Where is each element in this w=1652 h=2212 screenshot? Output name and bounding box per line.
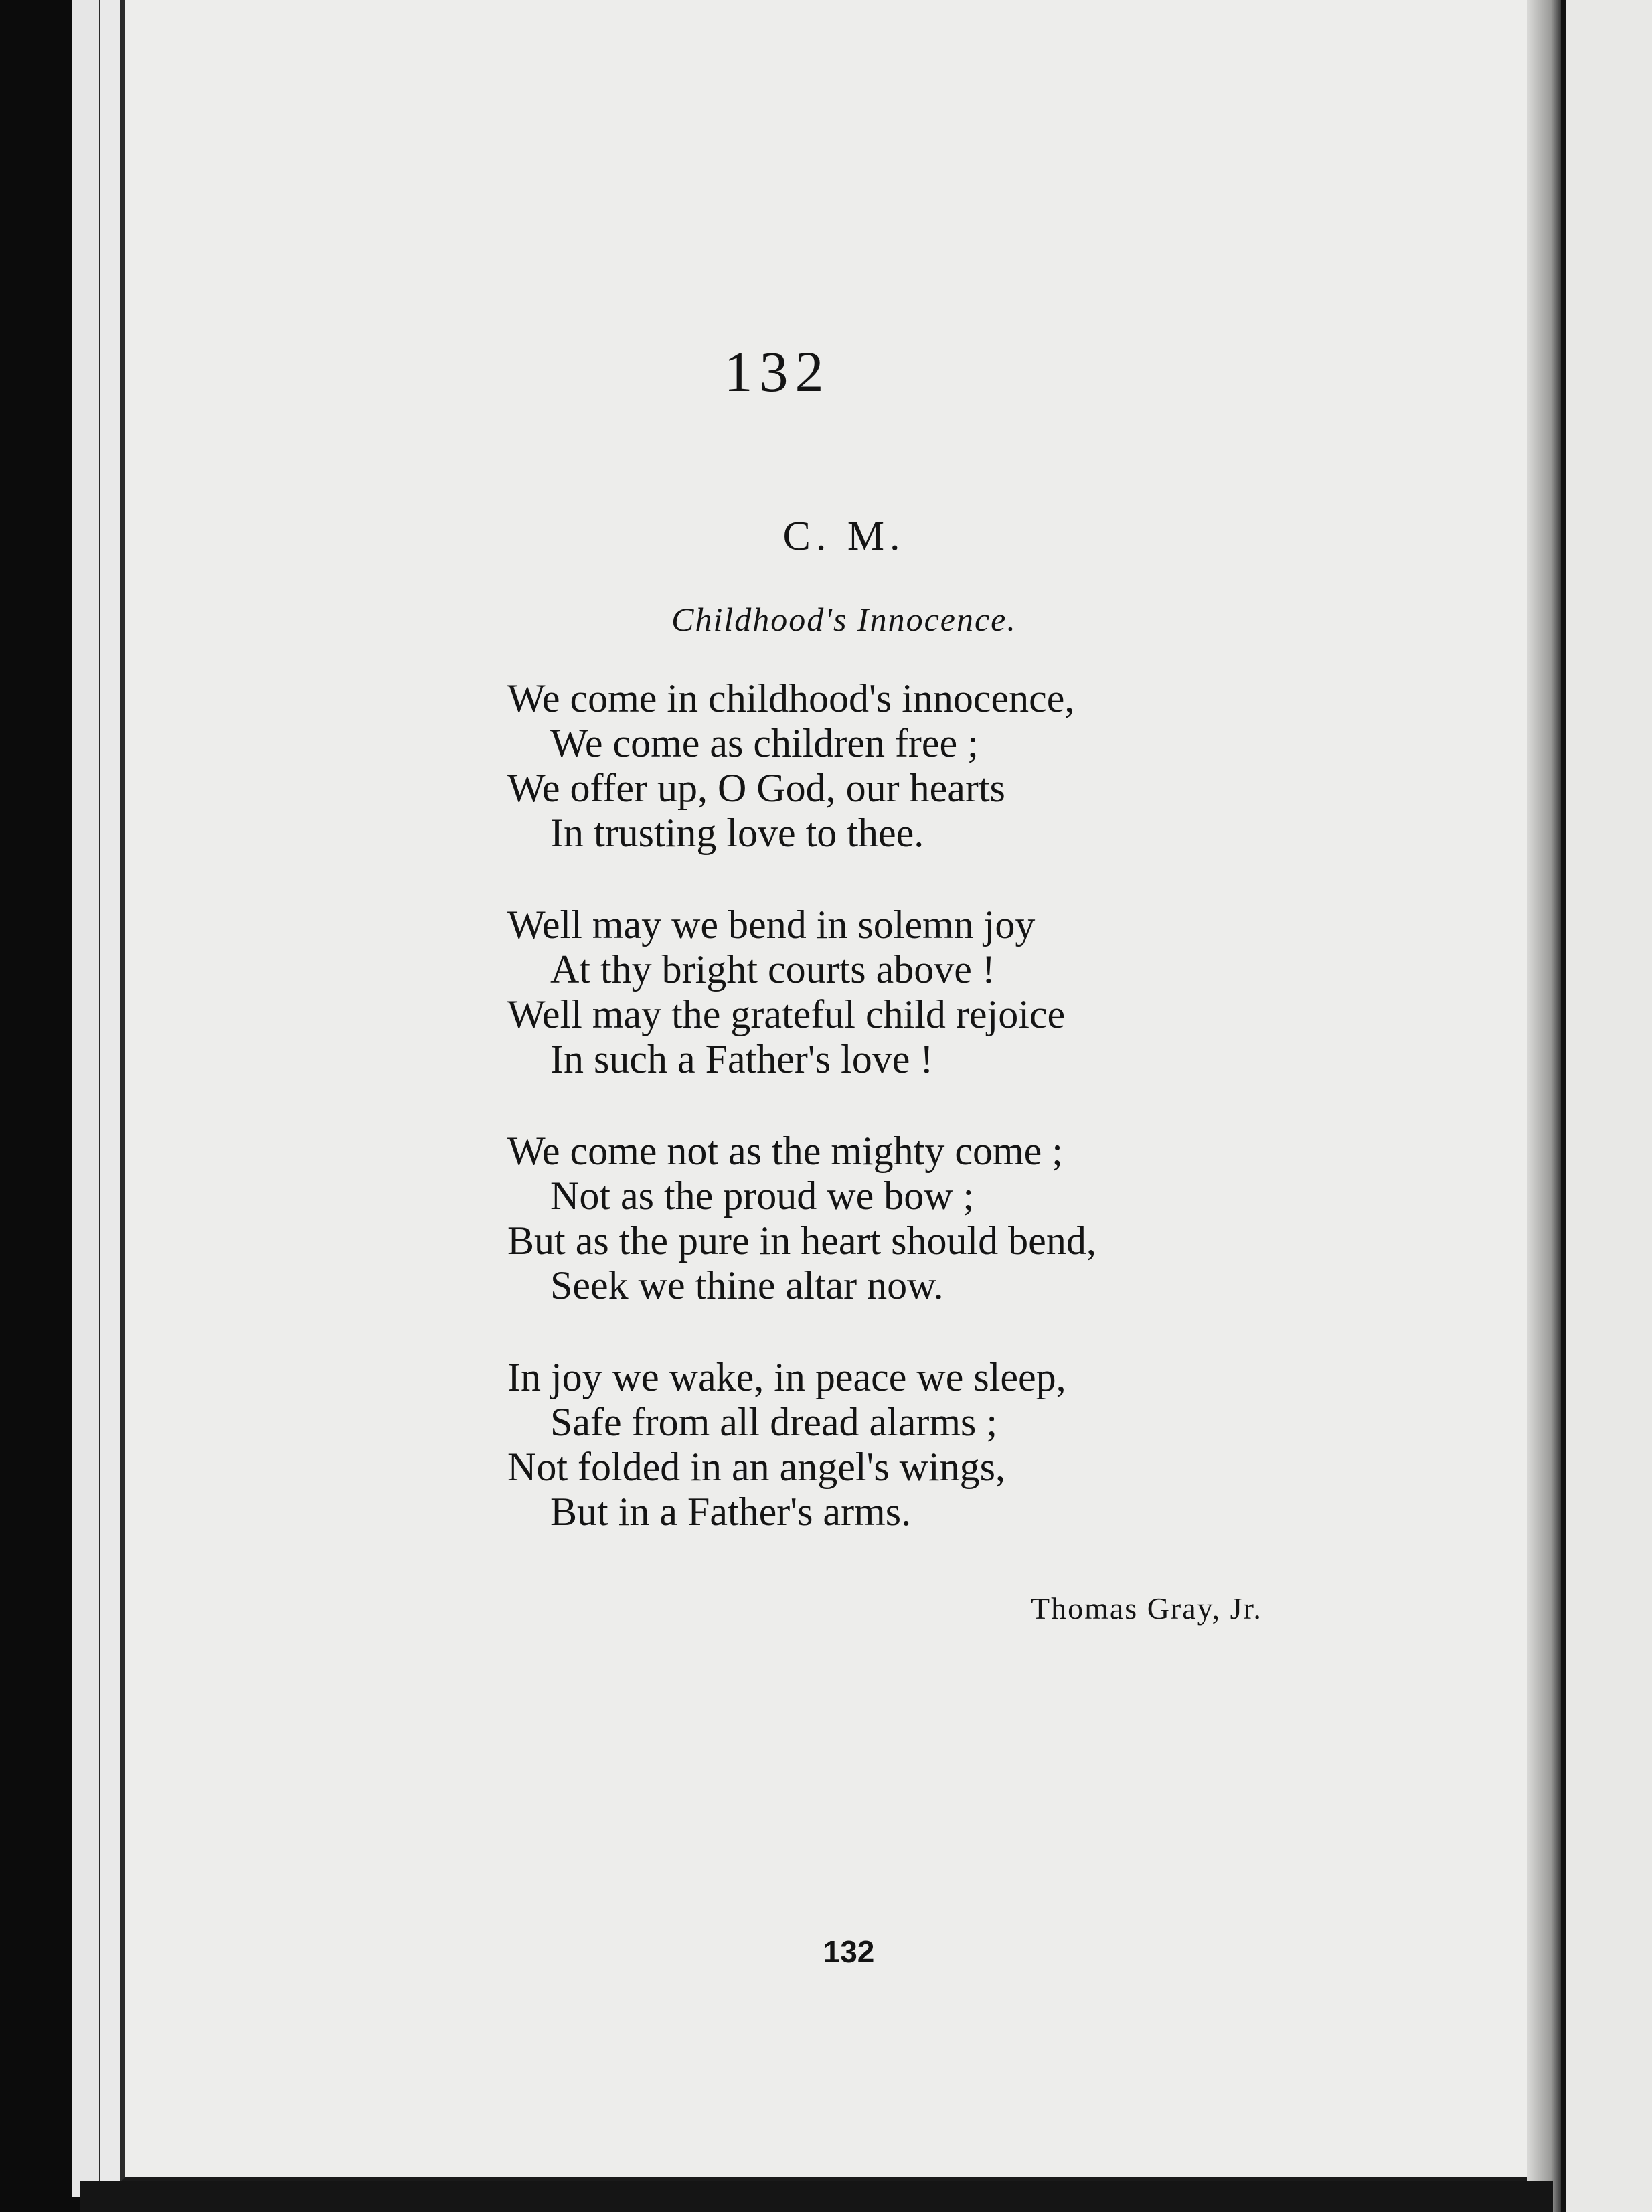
page-edge xyxy=(72,0,101,2197)
verse-line: At thy bright courts above ! xyxy=(550,947,995,992)
verse-line: We come not as the mighty come ; xyxy=(507,1129,1063,1173)
hymn-verses xyxy=(507,676,1378,1581)
verse-line: In such a Father's love ! xyxy=(550,1037,934,1081)
verse-line: But in a Father's arms. xyxy=(550,1490,912,1534)
verse-line: Well may we bend in solemn joy xyxy=(507,902,1036,947)
stanza xyxy=(507,1129,1378,1308)
verse-line: We offer up, O God, our hearts xyxy=(507,766,1005,810)
hymn-meter: C. M. xyxy=(782,514,906,559)
verse-line: Safe from all dread alarms ; xyxy=(550,1400,998,1444)
verse-line: Seek we thine altar now. xyxy=(550,1263,944,1308)
book-gutter xyxy=(1527,0,1561,2212)
verse-line: Not as the proud we bow ; xyxy=(550,1174,975,1218)
verse-line: We come as children free ; xyxy=(550,721,979,765)
verse-line: In joy we wake, in peace we sleep, xyxy=(507,1355,1066,1399)
stanza xyxy=(507,676,1378,856)
hymn-author: Thomas Gray, Jr. xyxy=(1031,1591,1262,1626)
page-edge xyxy=(100,0,122,2189)
hymn-title: Childhood's Innocence. xyxy=(671,601,1017,638)
verse-line: Well may the grateful child rejoice xyxy=(507,992,1066,1036)
verse-line: But as the pure in heart should bend, xyxy=(507,1218,1096,1263)
verse-line: Not folded in an angel's wings, xyxy=(507,1445,1006,1489)
page-bottom-edge xyxy=(80,2181,1553,2212)
hymn-number: 132 xyxy=(724,339,831,404)
page-number: 132 xyxy=(823,1934,875,1969)
stanza xyxy=(507,902,1378,1082)
facing-page-edge xyxy=(1561,0,1652,2212)
verse-line: In trusting love to thee. xyxy=(550,811,924,855)
stanza xyxy=(507,1355,1378,1534)
verse-line: We come in childhood's innocence, xyxy=(507,676,1075,720)
